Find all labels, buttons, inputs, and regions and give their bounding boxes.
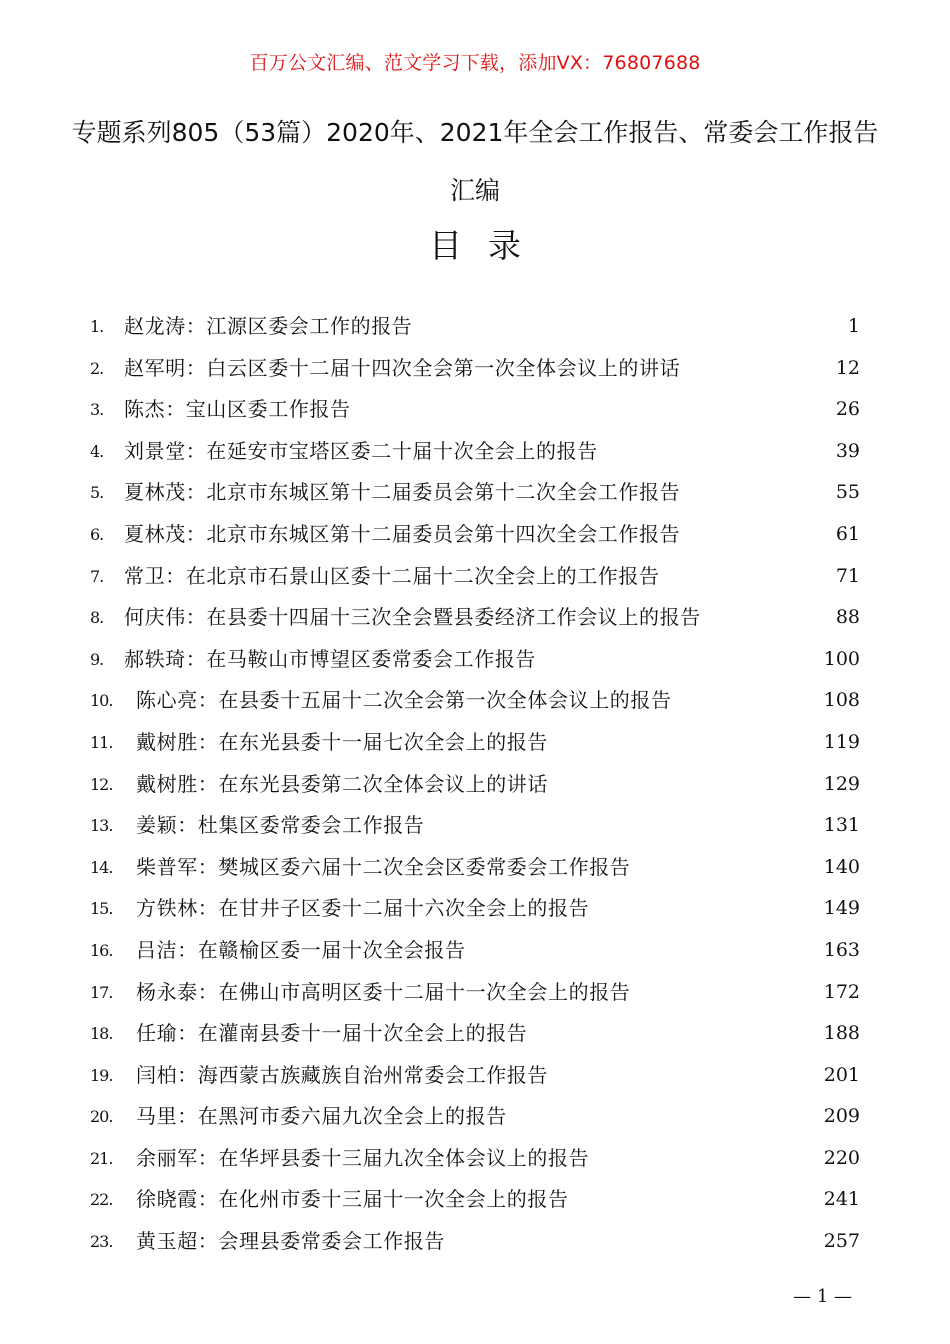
- toc-item-title: 戴树胜：在东光县委十一届七次全会上的报告: [136, 729, 548, 754]
- toc-item[interactable]: [0, 1221, 950, 1263]
- toc-item-title: 徐晓霞：在化州市委十三届十一次全会上的报告: [136, 1187, 569, 1212]
- toc-item-title: 郝轶琦：在马鞍山市博望区委常委会工作报告: [124, 646, 536, 671]
- toc-item-title: 陈心亮：在县委十五届十二次全会第一次全体会议上的报告: [136, 688, 672, 713]
- toc-item[interactable]: [0, 847, 950, 889]
- toc-item[interactable]: [0, 1055, 950, 1097]
- toc-item-number: 14.: [90, 857, 113, 877]
- toc-item-title: 夏林茂：北京市东城区第十二届委员会第十四次全会工作报告: [124, 521, 681, 546]
- toc-item[interactable]: [0, 472, 950, 514]
- toc-item-page: 220: [823, 1146, 860, 1169]
- toc-item-page: 71: [835, 564, 860, 587]
- toc-item[interactable]: [0, 930, 950, 972]
- promo-banner: 百万公文汇编、范文学习下载，添加VX：76807688: [249, 52, 701, 74]
- toc-item-number: 19.: [90, 1065, 113, 1085]
- toc-item-title: 黄玉超：会理县委常委会工作报告: [136, 1229, 445, 1254]
- toc-item-page: 1: [847, 315, 860, 337]
- toc-item-title: 夏林茂：北京市东城区第十二届委员会第十二次全会工作报告: [124, 480, 681, 505]
- toc-item-number: 23.: [90, 1232, 113, 1252]
- toc-item-number: 12.: [90, 774, 113, 794]
- toc-item-page: 131: [823, 814, 860, 837]
- toc-item-number: 21.: [90, 1148, 113, 1168]
- toc-item-page: 209: [823, 1105, 860, 1128]
- toc-item-page: 88: [835, 606, 860, 629]
- toc-item-number: 3.: [90, 400, 104, 420]
- toc-item[interactable]: [0, 514, 950, 556]
- toc-item[interactable]: [0, 972, 950, 1014]
- toc-item-title: 常卫：在北京市石景山区委十二届十二次全会上的工作报告: [124, 563, 660, 588]
- toc-item-title: 刘景堂：在延安市宝塔区委二十届十次全会上的报告: [124, 438, 598, 463]
- toc-item-title: 任瑜：在灌南县委十一届十次全会上的报告: [136, 1021, 528, 1046]
- toc-item[interactable]: [0, 764, 950, 806]
- toc-item[interactable]: [0, 888, 950, 930]
- toc-item-number: 16.: [90, 940, 113, 960]
- toc-item[interactable]: [0, 597, 950, 639]
- toc-item[interactable]: [0, 1096, 950, 1138]
- toc-item-number: 4.: [90, 441, 104, 461]
- toc-item-title: 陈杰：宝山区委工作报告: [124, 397, 351, 422]
- table-of-contents: [0, 306, 950, 1263]
- toc-item-page: 149: [823, 897, 860, 920]
- toc-item-number: 6.: [90, 524, 104, 544]
- toc-item-page: 108: [823, 689, 860, 712]
- toc-item-page: 39: [835, 439, 860, 462]
- toc-item-number: 2.: [90, 358, 104, 378]
- toc-item-title: 方铁林：在甘井子区委十二届十六次全会上的报告: [136, 896, 590, 921]
- toc-item-page: 257: [823, 1230, 860, 1253]
- toc-item-title: 何庆伟：在县委十四届十三次全会暨县委经济工作会议上的报告: [124, 605, 701, 630]
- toc-item[interactable]: [0, 389, 950, 431]
- toc-item[interactable]: [0, 680, 950, 722]
- toc-item-page: 61: [835, 522, 860, 545]
- toc-item-number: 20.: [90, 1107, 113, 1127]
- toc-item-number: 11.: [90, 732, 113, 752]
- toc-item-title: 柴普军：樊城区委六届十二次全会区委常委会工作报告: [136, 854, 631, 879]
- toc-item-page: 140: [823, 855, 860, 878]
- toc-item-number: 15.: [90, 899, 113, 919]
- toc-item[interactable]: [0, 306, 950, 348]
- toc-item-title: 闫柏：海西蒙古族藏族自治州常委会工作报告: [136, 1062, 548, 1087]
- toc-item-title: 吕洁：在赣榆区委一届十次全会报告: [136, 937, 466, 962]
- toc-item[interactable]: [0, 805, 950, 847]
- toc-item[interactable]: [0, 348, 950, 390]
- toc-item-page: 201: [823, 1063, 860, 1086]
- page-number-footer: [0, 1286, 950, 1307]
- toc-item-title: 杨永泰：在佛山市高明区委十二届十一次全会上的报告: [136, 979, 631, 1004]
- toc-item-number: 18.: [90, 1024, 113, 1044]
- toc-item-page: 188: [823, 1022, 860, 1045]
- toc-item[interactable]: [0, 1013, 950, 1055]
- toc-item-page: 241: [823, 1188, 860, 1211]
- toc-item-title: 余丽军：在华坪县委十三届九次全体会议上的报告: [136, 1145, 590, 1170]
- toc-item-page: 163: [823, 938, 860, 961]
- toc-item-title: 赵龙涛：江源区委会工作的报告: [124, 314, 413, 338]
- toc-item-number: 8.: [90, 608, 104, 628]
- toc-item-page: 129: [823, 772, 860, 795]
- toc-item[interactable]: [0, 556, 950, 598]
- toc-item-page: 26: [835, 398, 860, 421]
- document-title: 专题系列805（53篇）2020年、2021年全会工作报告、常委会工作报告汇编: [71, 118, 879, 205]
- toc-heading: 目录: [429, 226, 547, 265]
- toc-item[interactable]: [0, 1138, 950, 1180]
- toc-item-number: 9.: [90, 649, 104, 669]
- toc-item-page: 12: [835, 356, 860, 379]
- toc-item[interactable]: [0, 722, 950, 764]
- toc-item-number: 1.: [90, 317, 104, 336]
- toc-item-number: 22.: [90, 1190, 113, 1210]
- toc-item-page: 172: [823, 980, 860, 1003]
- toc-item[interactable]: [0, 431, 950, 473]
- toc-item-number: 7.: [90, 566, 104, 586]
- toc-item-number: 5.: [90, 483, 104, 503]
- toc-item[interactable]: [0, 1179, 950, 1221]
- toc-item-number: 17.: [90, 982, 113, 1002]
- page-number: — 1 —: [793, 1286, 852, 1307]
- toc-item-page: 100: [823, 647, 860, 670]
- toc-item-title: 赵军明：白云区委十二届十四次全会第一次全体会议上的讲话: [124, 355, 681, 380]
- toc-item[interactable]: [0, 639, 950, 681]
- toc-item-page: 55: [835, 481, 860, 504]
- toc-item-title: 戴树胜：在东光县委第二次全体会议上的讲话: [136, 771, 548, 796]
- toc-item-title: 姜颖：杜集区委常委会工作报告: [136, 813, 425, 838]
- toc-item-title: 马里：在黑河市委六届九次全会上的报告: [136, 1104, 507, 1129]
- toc-item-number: 10.: [90, 691, 113, 711]
- toc-item-number: 13.: [90, 816, 113, 836]
- toc-item-page: 119: [823, 730, 860, 753]
